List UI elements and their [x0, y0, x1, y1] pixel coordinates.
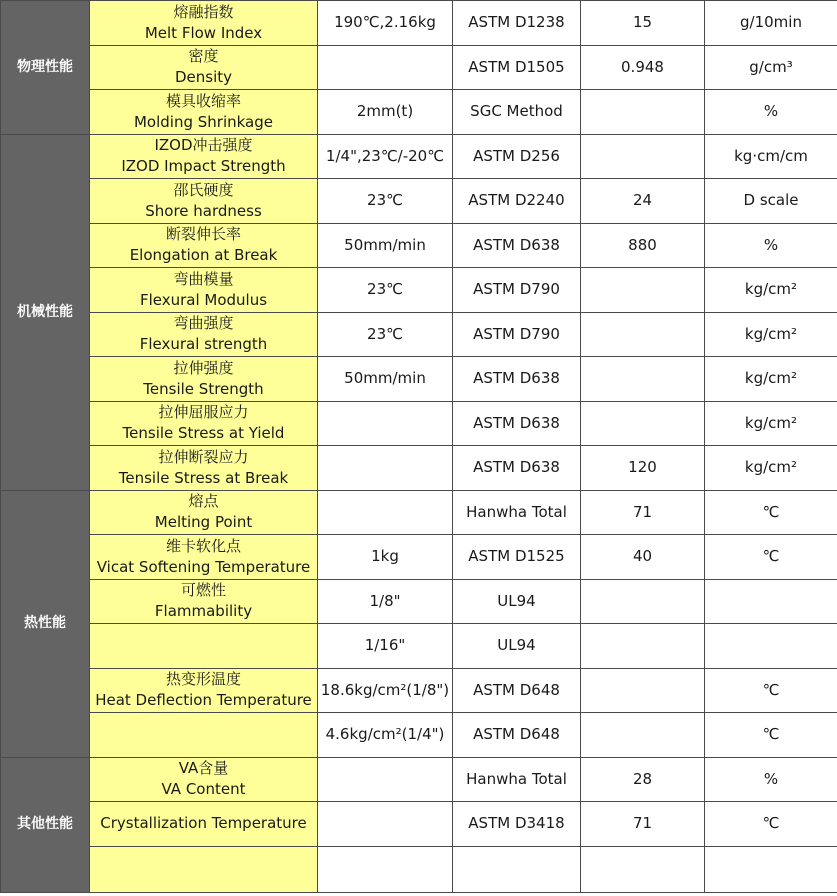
- test-method-cell: ASTM D1505: [453, 45, 581, 90]
- value-cell: [581, 668, 705, 713]
- test-condition-cell: 190℃,2.16kg: [318, 1, 453, 46]
- table-row: [1, 312, 837, 357]
- property-name-cell: [90, 1, 318, 46]
- property-name-cell: [90, 624, 318, 669]
- unit-cell: D scale: [705, 179, 837, 224]
- value-cell: [581, 357, 705, 402]
- test-condition-cell: 2mm(t): [318, 90, 453, 135]
- table-row: [1, 579, 837, 624]
- table-row: [1, 223, 837, 268]
- value-cell: 880: [581, 223, 705, 268]
- test-method-cell: ASTM D648: [453, 713, 581, 758]
- table-row: [1, 713, 837, 758]
- test-method-cell: ASTM D648: [453, 668, 581, 713]
- value-cell: [581, 579, 705, 624]
- test-method-cell: ASTM D790: [453, 268, 581, 313]
- value-cell: [581, 401, 705, 446]
- property-name-zh: 熔点: [188, 492, 219, 511]
- unit-cell: kg/cm²: [705, 401, 837, 446]
- unit-cell: %: [705, 757, 837, 802]
- unit-cell: ℃: [705, 713, 837, 758]
- value-cell: [581, 268, 705, 313]
- value-cell: 71: [581, 802, 705, 847]
- test-condition-cell: [318, 846, 453, 892]
- unit-cell: kg/cm²: [705, 446, 837, 491]
- test-condition-cell: [318, 446, 453, 491]
- table-row: [1, 401, 837, 446]
- value-cell: [581, 846, 705, 892]
- test-method-cell: Hanwha Total: [453, 757, 581, 802]
- property-name-en: Shore hardness: [145, 201, 262, 220]
- test-method-cell: SGC Method: [453, 90, 581, 135]
- property-name-cell: [90, 401, 318, 446]
- test-method-cell: ASTM D638: [453, 357, 581, 402]
- test-method-cell: Hanwha Total: [453, 490, 581, 535]
- unit-cell: kg/cm²: [705, 357, 837, 402]
- table-row: [1, 179, 837, 224]
- test-method-cell: ASTM D790: [453, 312, 581, 357]
- test-condition-cell: [318, 490, 453, 535]
- test-method-cell: UL94: [453, 579, 581, 624]
- property-name-en: IZOD Impact Strength: [121, 157, 286, 176]
- property-name-cell: [90, 179, 318, 224]
- test-method-cell: [453, 846, 581, 892]
- table-row: [1, 446, 837, 491]
- property-name-cell: [90, 757, 318, 802]
- property-name-en: Vicat Softening Temperature: [96, 557, 311, 576]
- property-name-cell: [90, 802, 318, 847]
- unit-cell: [705, 579, 837, 624]
- value-cell: 71: [581, 490, 705, 535]
- property-name-cell: [90, 446, 318, 491]
- unit-cell: kg/cm²: [705, 268, 837, 313]
- value-cell: [581, 312, 705, 357]
- table-row: [1, 668, 837, 713]
- category-cell-physical: 物理性能: [1, 1, 90, 135]
- test-condition-cell: 23℃: [318, 312, 453, 357]
- test-method-cell: ASTM D256: [453, 134, 581, 179]
- property-name-cell: [90, 357, 318, 402]
- test-condition-cell: 50mm/min: [318, 357, 453, 402]
- property-name-zh: VA含量: [178, 759, 229, 778]
- test-method-cell: ASTM D638: [453, 223, 581, 268]
- unit-cell: g/cm³: [705, 45, 837, 90]
- test-condition-cell: 1/16": [318, 624, 453, 669]
- property-name-cell: [90, 223, 318, 268]
- property-name-cell: [90, 713, 318, 758]
- test-condition-cell: [318, 757, 453, 802]
- value-cell: [581, 713, 705, 758]
- unit-cell: g/10min: [705, 1, 837, 46]
- unit-cell: kg/cm²: [705, 312, 837, 357]
- test-method-cell: ASTM D638: [453, 446, 581, 491]
- test-condition-cell: 50mm/min: [318, 223, 453, 268]
- property-name-en: Melting Point: [154, 513, 253, 532]
- property-name-en: Density: [174, 68, 233, 87]
- table-row: [1, 624, 837, 669]
- property-name-zh: 熔融指数: [173, 2, 234, 21]
- unit-cell: %: [705, 90, 837, 135]
- property-name-zh: 邵氏硬度: [173, 180, 234, 199]
- category-cell-thermal: 热性能: [1, 490, 90, 757]
- property-name-zh: 密度: [188, 47, 219, 66]
- table-row: [1, 134, 837, 179]
- table-row: [1, 757, 837, 802]
- test-condition-cell: 18.6kg/cm²(1/8"): [318, 668, 453, 713]
- test-condition-cell: 1kg: [318, 535, 453, 580]
- test-condition-cell: 1/4",23℃/-20℃: [318, 134, 453, 179]
- category-cell-mechanical: 机械性能: [1, 134, 90, 490]
- property-name-en: Tensile Stress at Yield: [122, 424, 285, 443]
- property-name-zh: 模具收缩率: [165, 91, 241, 110]
- unit-cell: %: [705, 223, 837, 268]
- property-name-zh: 断裂伸长率: [165, 225, 241, 244]
- property-name-en: Crystallization Temperature: [100, 814, 307, 833]
- value-cell: [581, 624, 705, 669]
- property-name-zh: 弯曲模量: [173, 269, 234, 288]
- test-method-cell: ASTM D1525: [453, 535, 581, 580]
- unit-cell: [705, 846, 837, 892]
- test-condition-cell: [318, 802, 453, 847]
- property-name-zh: 拉伸断裂应力: [158, 447, 249, 466]
- value-cell: 24: [581, 179, 705, 224]
- table-row: [1, 90, 837, 135]
- value-cell: 28: [581, 757, 705, 802]
- value-cell: 0.948: [581, 45, 705, 90]
- property-name-en: Elongation at Break: [129, 246, 278, 265]
- table-row: [1, 846, 837, 892]
- value-cell: 40: [581, 535, 705, 580]
- value-cell: [581, 134, 705, 179]
- property-name-en: VA Content: [161, 780, 246, 799]
- property-name-cell: [90, 45, 318, 90]
- property-name-cell: [90, 312, 318, 357]
- table-row: [1, 1, 837, 46]
- test-condition-cell: 23℃: [318, 179, 453, 224]
- property-name-cell: [90, 268, 318, 313]
- test-condition-cell: 1/8": [318, 579, 453, 624]
- test-condition-cell: 4.6kg/cm²(1/4"): [318, 713, 453, 758]
- test-method-cell: UL94: [453, 624, 581, 669]
- value-cell: [581, 90, 705, 135]
- property-name-cell: [90, 490, 318, 535]
- property-name-cell: [90, 579, 318, 624]
- unit-cell: ℃: [705, 490, 837, 535]
- unit-cell: ℃: [705, 668, 837, 713]
- property-name-cell: [90, 535, 318, 580]
- property-name-cell: [90, 846, 318, 892]
- table-row: [1, 535, 837, 580]
- test-method-cell: ASTM D1238: [453, 1, 581, 46]
- property-name-zh: 拉伸强度: [173, 358, 234, 377]
- test-method-cell: ASTM D638: [453, 401, 581, 446]
- property-name-zh: 拉伸屈服应力: [158, 403, 249, 422]
- table-row: [1, 45, 837, 90]
- unit-cell: [705, 624, 837, 669]
- property-name-zh: 热变形温度: [165, 670, 241, 689]
- value-cell: 15: [581, 1, 705, 46]
- table-row: [1, 357, 837, 402]
- property-name-zh: 维卡软化点: [165, 536, 241, 555]
- property-name-en: Tensile Stress at Break: [118, 468, 289, 487]
- property-name-en: Molding Shrinkage: [133, 112, 273, 131]
- property-name-cell: [90, 134, 318, 179]
- unit-cell: ℃: [705, 802, 837, 847]
- unit-cell: ℃: [705, 535, 837, 580]
- unit-cell: kg·cm/cm: [705, 134, 837, 179]
- test-condition-cell: [318, 401, 453, 446]
- test-condition-cell: 23℃: [318, 268, 453, 313]
- property-name-en: Melt Flow Index: [144, 23, 263, 42]
- property-name-zh: 可燃性: [180, 581, 226, 600]
- property-name-zh: IZOD冲击强度: [154, 136, 253, 155]
- table-row: [1, 802, 837, 847]
- test-method-cell: ASTM D2240: [453, 179, 581, 224]
- table-row: [1, 268, 837, 313]
- property-name-en: Flexural strength: [139, 335, 268, 354]
- test-method-cell: ASTM D3418: [453, 802, 581, 847]
- table-row: [1, 490, 837, 535]
- property-name-en: Heat Deflection Temperature: [95, 691, 312, 710]
- property-name-en: Tensile Strength: [143, 379, 264, 398]
- property-name-en: Flexural Modulus: [139, 290, 268, 309]
- test-condition-cell: [318, 45, 453, 90]
- value-cell: 120: [581, 446, 705, 491]
- property-name-cell: [90, 90, 318, 135]
- property-name-zh: 弯曲强度: [173, 314, 234, 333]
- property-name-en: Flammability: [154, 602, 253, 621]
- category-cell-other: 其他性能: [1, 757, 90, 892]
- property-name-cell: [90, 668, 318, 713]
